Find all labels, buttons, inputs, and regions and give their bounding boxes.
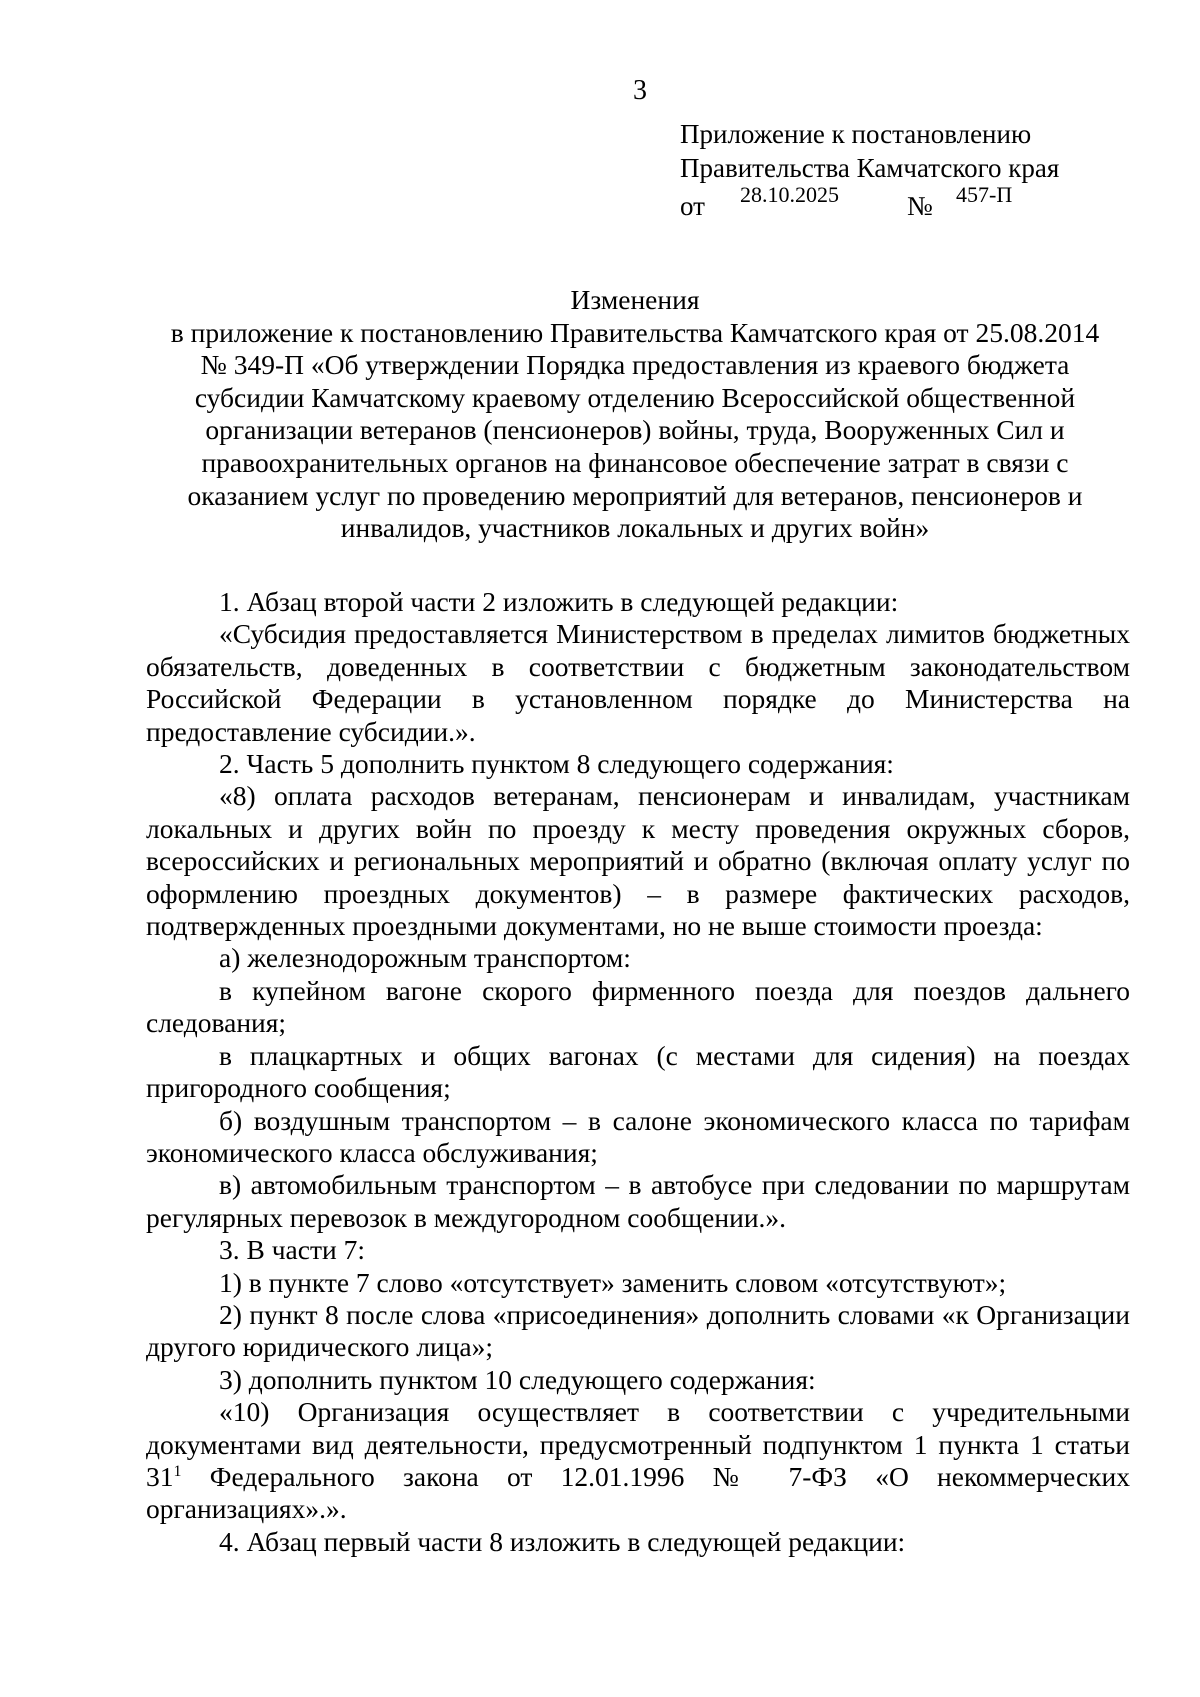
title-line: субсидии Камчатскому краевому отделению Всероссийской общественной <box>194 381 1076 413</box>
document-body <box>146 586 1130 1558</box>
from-label: от <box>680 191 705 221</box>
paragraph: 2) пункт 8 после слова «присоединения» дополнить словами «к Организации другого юридического лица»; <box>146 1298 1130 1363</box>
resolution-number: 457-П <box>956 182 1013 207</box>
paragraph: «8) оплата расходов ветеранам, пенсионерам и инвалидам, участникам локальных и других войн по проезду к месту проведения окружных сборов, всероссийских и региональных мероприятий и обратно (включая оплату услуг по оформлению проездных документов) – в размере фактических расходов, подтвержденных проездными документами, но не выше стоимости проезда: <box>146 780 1130 942</box>
page-number: 3 <box>633 75 647 106</box>
paragraph: 1) в пункте 7 слово «отсутствует» заменить словом «отсутствуют»; <box>219 1266 1007 1298</box>
appendix-line-2: Правительства Камчатского края <box>680 153 1060 183</box>
paragraph: 1. Абзац второй части 2 изложить в следующей редакции: <box>219 586 899 617</box>
paragraph: «Субсидия предоставляется Министерством в пределах лимитов бюджетных обязательств, доведенных в соответствии с бюджетным законодательством Российской Федерации в установленном порядке до Министерства на предоставление субсидии.». <box>146 618 1130 747</box>
title-line: оказанием услуг по проведению мероприятий для ветеранов, пенсионеров и <box>187 479 1083 511</box>
paragraph: 4. Абзац первый части 8 изложить в следующей редакции: <box>219 1525 906 1557</box>
paragraph: а) железнодорожным транспортом: <box>219 942 631 974</box>
point-10-text-end: Федерального закона от 12.01.1996 № 7-ФЗ «О некоммерческих организациях».». <box>146 1460 1130 1525</box>
document-title <box>145 284 1125 545</box>
paragraph: в плацкартных и общих вагонах (с местами для сидения) на поездах пригородного сообщения; <box>146 1039 1130 1104</box>
appendix-header <box>680 117 1059 219</box>
paragraph: в купейном вагоне скорого фирменного поезда для поездов дальнего следования; <box>146 974 1130 1039</box>
paragraph: 2. Часть 5 дополнить пунктом 8 следующего содержания: <box>219 748 894 780</box>
title-line: организации ветеранов (пенсионеров) войны, труда, Вооруженных Сил и <box>205 414 1065 446</box>
point-10-text-start: «10) Организация осуществляет в соответствии с учредительными документами вид деятельности, предусмотренный подпунктом 1 пункта 1 статьи 31 <box>146 1396 1130 1492</box>
appendix-line-1: Приложение к постановлению <box>680 119 1032 149</box>
superscript: 1 <box>173 1462 182 1480</box>
appendix-date-row <box>680 182 1059 221</box>
paragraph: б) воздушным транспортом – в салоне экономического класса по тарифам экономического класса обслуживания; <box>146 1104 1130 1168</box>
resolution-date: 28.10.2025 <box>740 182 839 207</box>
title-line: № 349-П «Об утверждении Порядка предоставления из краевого бюджета <box>200 349 1070 381</box>
title-line: инвалидов, участников локальных и других войн» <box>340 512 930 544</box>
paragraph: в) автомобильным транспортом – в автобусе при следовании по маршрутам регулярных перевозок в междугородном сообщении.». <box>146 1169 1130 1233</box>
paragraph-point-10 <box>146 1396 1130 1526</box>
title-heading: Изменения <box>570 284 700 315</box>
title-line: правоохранительных органов на финансовое обеспечение затрат в связи с <box>201 446 1069 478</box>
number-label: № <box>907 191 933 221</box>
title-line: в приложение к постановлению Правительства Камчатского края от 25.08.2014 <box>170 316 1100 348</box>
paragraph: 3) дополнить пунктом 10 следующего содержания: <box>219 1363 816 1395</box>
paragraph: 3. В части 7: <box>219 1234 365 1266</box>
